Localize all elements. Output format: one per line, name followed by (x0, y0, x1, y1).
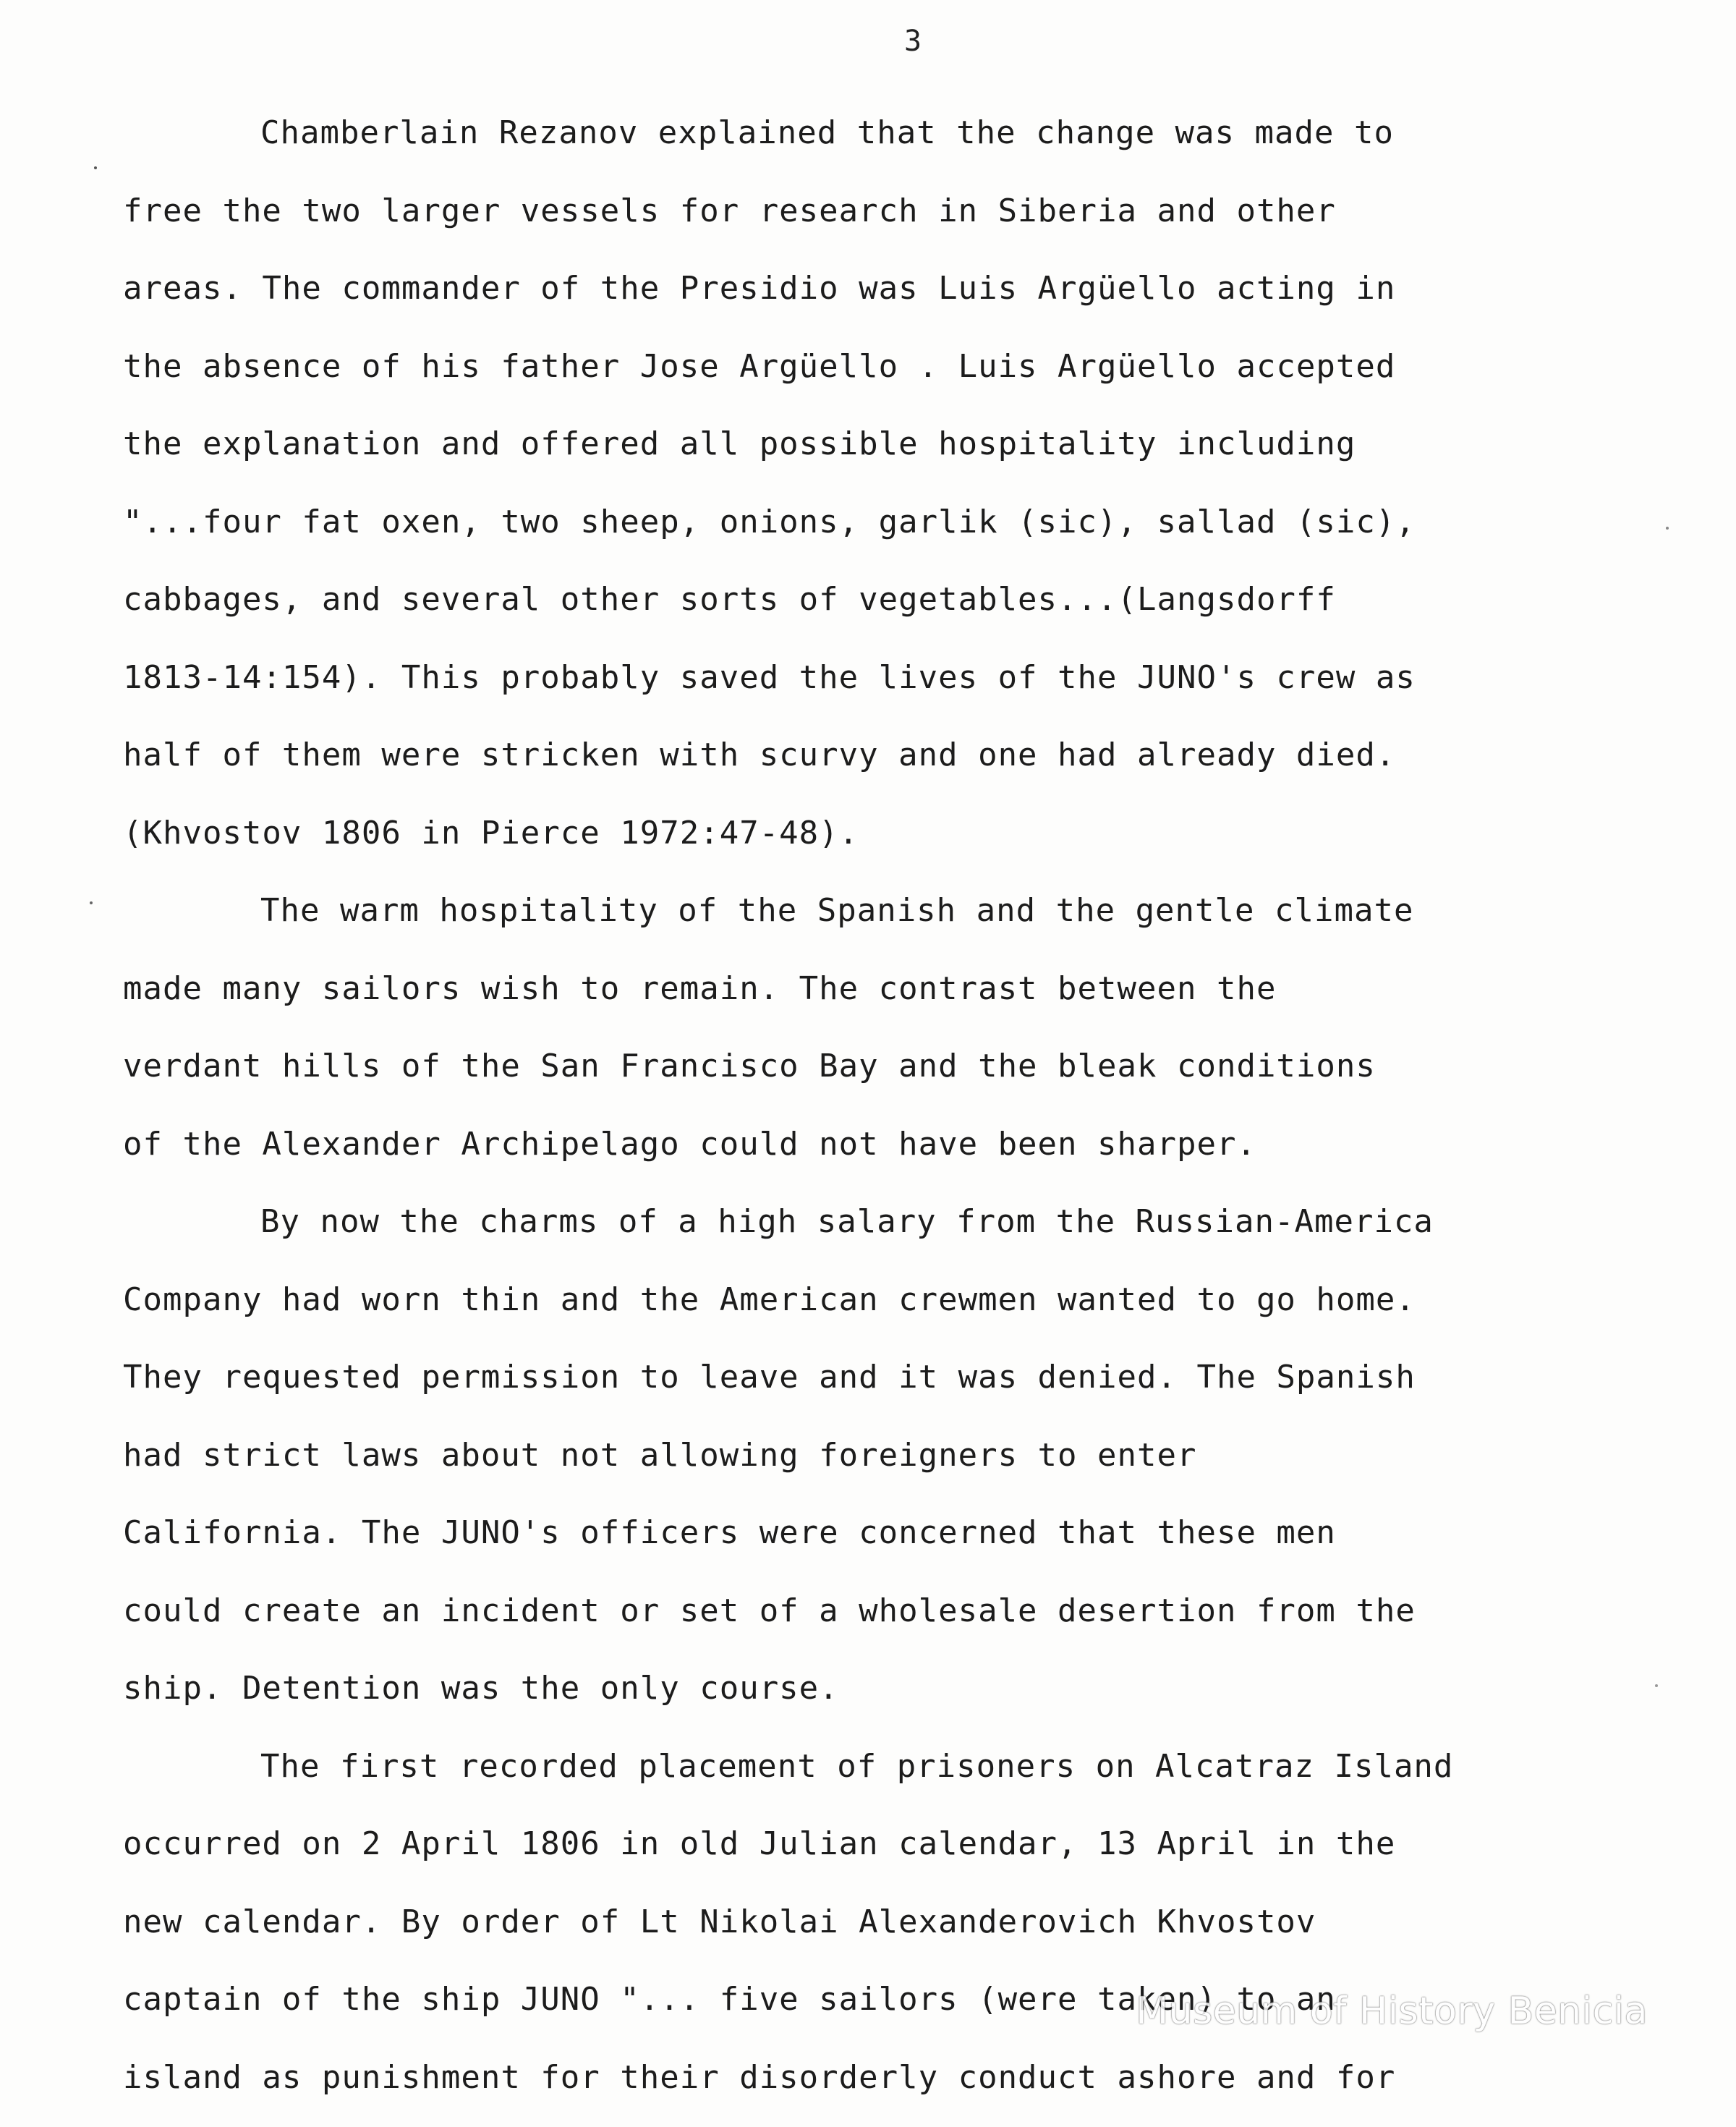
text-line: By now the charms of a high salary from the Russian-America (260, 1203, 1434, 1240)
text-line: could create an incident or set of a wholesale desertion from the (123, 1592, 1416, 1629)
text-line: Company had worn thin and the American crewmen wanted to go home. (123, 1281, 1416, 1318)
text-line: (Khvostov 1806 in Pierce 1972:47-48). (123, 814, 859, 852)
text-line: California. The JUNO's officers were concerned that these men (123, 1514, 1336, 1551)
text-line: captain of the ship JUNO "... five sailors (were taken) to an (123, 1981, 1336, 2018)
text-line: ship. Detention was the only course. (123, 1670, 839, 1707)
text-line: half of them were stricken with scurvy and one had already died. (123, 736, 1396, 773)
text-line: "...four fat oxen, two sheep, onions, garlik (sic), sallad (sic), (123, 503, 1416, 540)
text-line: They requested permission to leave and it was denied. The Spanish (123, 1359, 1416, 1396)
text-line: The first recorded placement of prisoners on Alcatraz Island (260, 1747, 1454, 1785)
text-line: made many sailors wish to remain. The contrast between the (123, 969, 1277, 1007)
text-line: Chamberlain Rezanov explained that the change was made to (260, 114, 1394, 151)
text-line: of the Alexander Archipelago could not have been sharper. (123, 1125, 1256, 1163)
body-text (123, 94, 1700, 2116)
text-line: had strict laws about not allowing foreigners to enter (123, 1436, 1197, 1474)
text-line: areas. The commander of the Presidio was Luis Argüello acting in (123, 270, 1396, 307)
text-line: The warm hospitality of the Spanish and the gentle climate (260, 892, 1414, 929)
text-line: island as punishment for their disorderly conduct ashore and for (123, 2058, 1396, 2096)
page-number: 3 (904, 25, 922, 58)
text-line: the explanation and offered all possible hospitality including (123, 425, 1356, 462)
text-line: verdant hills of the San Francisco Bay and the bleak conditions (123, 1048, 1376, 1084)
text-line: occurred on 2 April 1806 in old Julian calendar, 13 April in the (123, 1825, 1396, 1862)
museum-watermark: Museum of History Benicia (1136, 1990, 1648, 2033)
text-line: cabbages, and several other sorts of vegetables...(Langsdorff (123, 581, 1336, 618)
text-line: new calendar. By order of Lt Nikolai Alexanderovich Khvostov (123, 1903, 1316, 1940)
text-line: the absence of his father Jose Argüello . Luis Argüello accepted (123, 347, 1396, 385)
text-line: 1813-14:154). This probably saved the lives of the JUNO's crew as (123, 658, 1416, 696)
text-line: free the two larger vessels for research in Siberia and other (123, 192, 1336, 229)
